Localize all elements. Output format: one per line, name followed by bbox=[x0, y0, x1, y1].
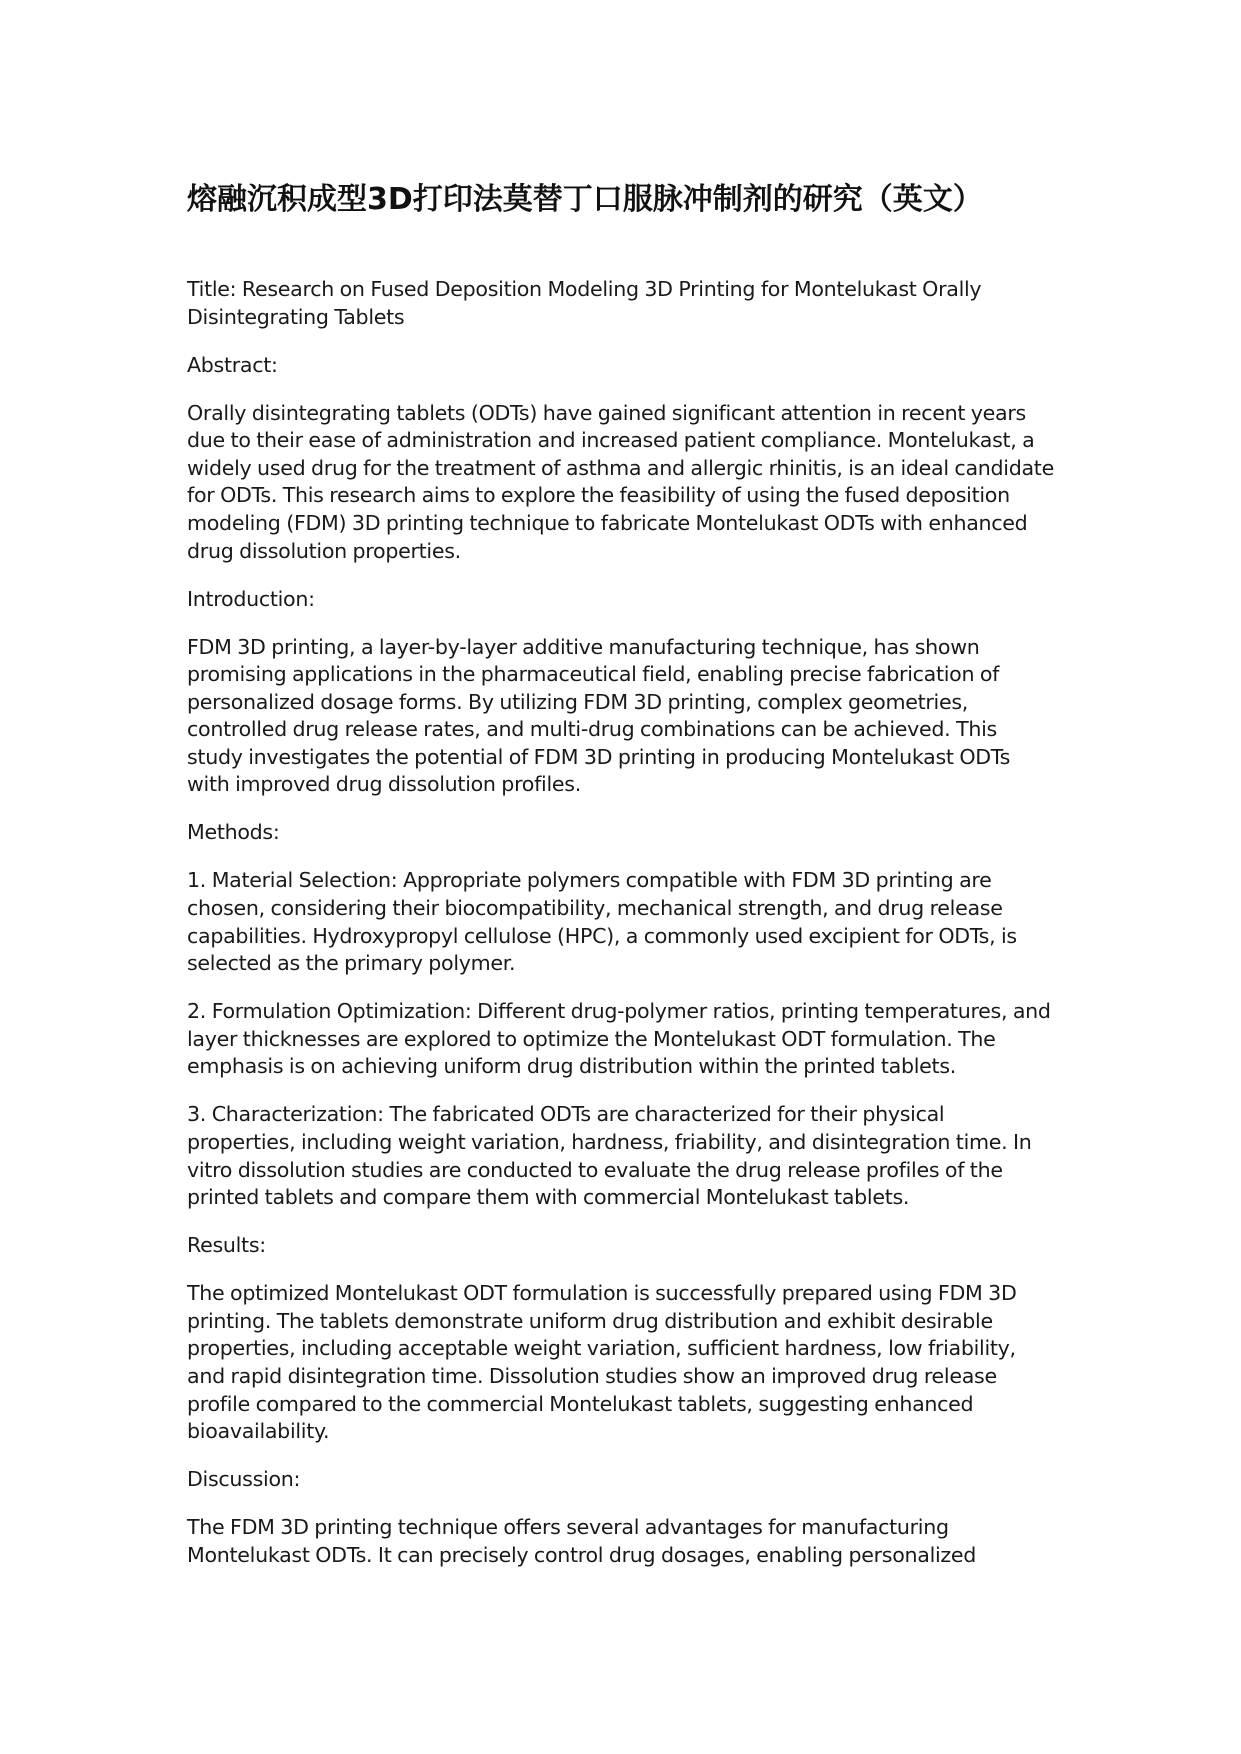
section-heading-abstract: Abstract: bbox=[187, 352, 278, 377]
introduction-paragraph: FDM 3D printing, a layer-by-layer additive manufacturing technique, has shown promising applications in the pharmaceutical field, enabling precise fabrication of personalized dosage forms. By utilizing FDM 3D printing, complex geometries, controlled drug release rates, and multi-drug combinations can be achieved. This study investigates the potential of FDM 3D printing in producing Montelukast ODTs with improved drug dissolution profiles. bbox=[187, 634, 1011, 797]
document-heading: 熔融沉积成型3D打印法莫替丁口服脉冲制剂的研究（英文） bbox=[187, 182, 983, 217]
section-heading-discussion: Discussion: bbox=[187, 1467, 301, 1492]
title-paragraph: Title: Research on Fused Deposition Modeling 3D Printing for Montelukast Orally Disintegrating Tablets bbox=[187, 277, 982, 329]
abstract-paragraph: Orally disintegrating tablets (ODTs) have gained significant attention in recent years due to their ease of administration and increased patient compliance. Montelukast, a widely used drug for the treatment of asthma and allergic rhinitis, is an ideal candidate for ODTs. This research aims to explore the feasibility of using the fused deposition modeling (FDM) 3D printing technique to fabricate Montelukast ODTs with enhanced drug dissolution properties. bbox=[187, 400, 1054, 563]
methods-item-formulation-optimization: 2. Formulation Optimization: Different drug-polymer ratios, printing temperatures, and layer thicknesses are explored to optimize the Montelukast ODT formulation. The emphasis is on achieving uniform drug distribution within the printed tablets. bbox=[187, 999, 1051, 1079]
section-heading-introduction: Introduction: bbox=[187, 586, 315, 611]
results-paragraph: The optimized Montelukast ODT formulation is successfully prepared using FDM 3D printing. The tablets demonstrate uniform drug distribution and exhibit desirable properties, including acceptable weight variation, sufficient hardness, low friability, and rapid disintegration time. Dissolution studies show an improved drug release profile compared to the commercial Montelukast tablets, suggesting enhanced bioavailability. bbox=[187, 1281, 1017, 1444]
document-body bbox=[187, 276, 1057, 1590]
section-heading-results: Results: bbox=[187, 1233, 266, 1258]
methods-item-material-selection: 1. Material Selection: Appropriate polymers compatible with FDM 3D printing are chosen, considering their biocompatibility, mechanical strength, and drug release capabilities. Hydroxypropyl cellulose (HPC), a commonly used excipient for ODTs, is selected as the primary polymer. bbox=[187, 868, 1017, 976]
section-heading-methods: Methods: bbox=[187, 820, 280, 845]
methods-item-characterization: 3. Characterization: The fabricated ODTs are characterized for their physical properties, including weight variation, hardness, friability, and disintegration time. In vitro dissolution studies are conducted to evaluate the drug release profiles of the printed tablets and compare them with commercial Montelukast tablets. bbox=[187, 1102, 1032, 1210]
discussion-paragraph: The FDM 3D printing technique offers several advantages for manufacturing Montelukast ODTs. It can precisely control drug dosages, enabling personalized bbox=[187, 1515, 977, 1567]
